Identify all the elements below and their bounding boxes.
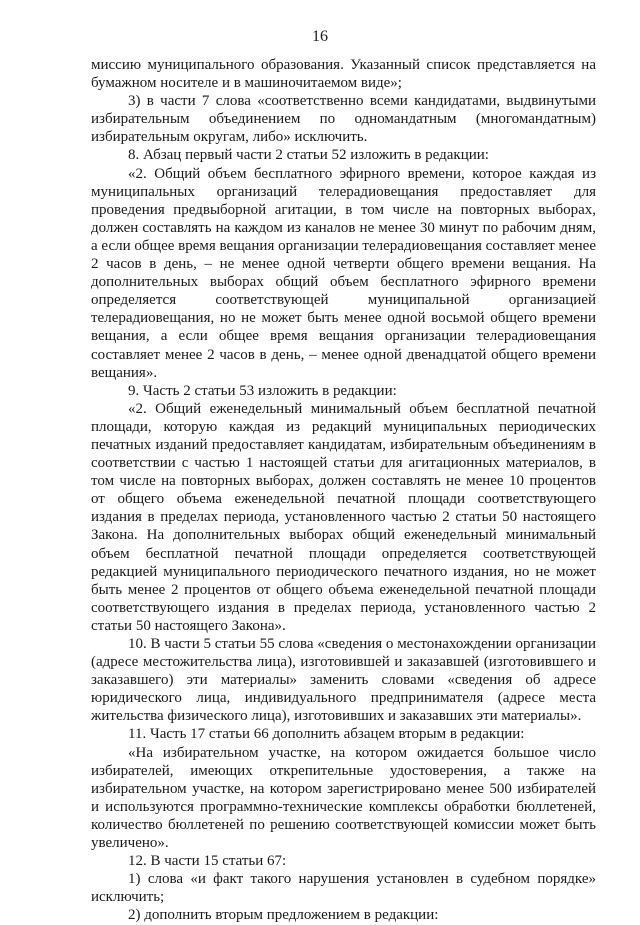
paragraph-10: 12. В части 15 статьи 67: bbox=[128, 853, 287, 870]
paragraph-11: 1) слова «и факт такого нарушения установлен в судебном порядке» исключить; bbox=[91, 871, 596, 906]
paragraph-2: 3) в части 7 слова «соответственно всеми кандидатами, выдвинутыми избирательным объединением по одномандатным (многомандатным) избирательным округам, либо» исключить. bbox=[91, 93, 596, 146]
paragraph-6: «2. Общий еженедельный минимальный объем бесплатной печатной площади, которую каждая из редакций муниципальных периодических печатных изданий предоставляет кандидатам, избирательным объединениям в соответствии с частью 1 настоящей статьи для агитационных материалов, в том числе на повторных выборах, должен составлять не менее 10 процентов от общего объема еженедельной печатной площади соответствующего издания в пределах периода, установленного частью 2 статьи 50 настоящего Закона. На дополнительных выборах общий еженедельный минимальный объем бесплатной печатной площади определяется соответствующей редакцией муниципального периодического печатного издания, но не может быть менее 2 процентов от общего объема еженедельной печатной площади соответствующего издания в пределах периода, установленного частью 2 статьи 50 настоящего Закона». bbox=[91, 400, 596, 634]
paragraph-8: 11. Часть 17 статьи 66 дополнить абзацем вторым в редакции: bbox=[128, 726, 525, 743]
paragraph-9: «На избирательном участке, на котором ожидается большое число избирателей, имеющих открепительные удостоверения, а также на избирательном участке, на котором зарегистрировано менее 500 избирателей и используются программно-технические комплексы обработки бюллетеней, количество бюллетеней по решению соответствующей комиссии может быть увеличено». bbox=[91, 744, 596, 852]
paragraph-3: 8. Абзац первый части 2 статьи 52 изложить в редакции: bbox=[128, 147, 489, 164]
paragraph-1: миссию муниципального образования. Указанный список представляется на бумажном носителе и в машиночитаемом виде»; bbox=[91, 57, 596, 92]
paragraph-4: «2. Общий объем бесплатного эфирного времени, которое каждая из муниципальных организаций телерадиовещания предоставляет для проведения предвыборной агитации, в том числе на повторных выборах, должен составлять на каждом из каналов не менее 30 минут по рабочим дням, а если общее время вещания организации телерадиовещания составляет менее 2 часов в день, – не менее одной четверти общего времени вещания. На дополнительных выборах общий объем бесплатного эфирного времени определяется соответствующей муниципальной организацией телерадиовещания, но не может быть менее одной восьмой общего времени вещания, а если общее время вещания организации телерадиовещания составляет менее 2 часов в день, – менее одной двенадцатой общего времени вещания». bbox=[91, 165, 596, 381]
document-body bbox=[91, 56, 596, 925]
paragraph-7: 10. В части 5 статьи 55 слова «сведения о местонахождении организации (адресе местожительства лица), изготовившей и заказавшей (изготовившего и заказавшего) эти материалы» заменить словами «сведения об адресе юридического лица, индивидуального предпринимателя (адресе места жительства физического лица), изготовивших и заказавших эти материалы». bbox=[91, 636, 596, 725]
paragraph-12: 2) дополнить вторым предложением в редакции: bbox=[128, 907, 439, 924]
paragraph-5: 9. Часть 2 статьи 53 изложить в редакции: bbox=[128, 382, 397, 399]
page-number: 16 bbox=[312, 28, 328, 45]
